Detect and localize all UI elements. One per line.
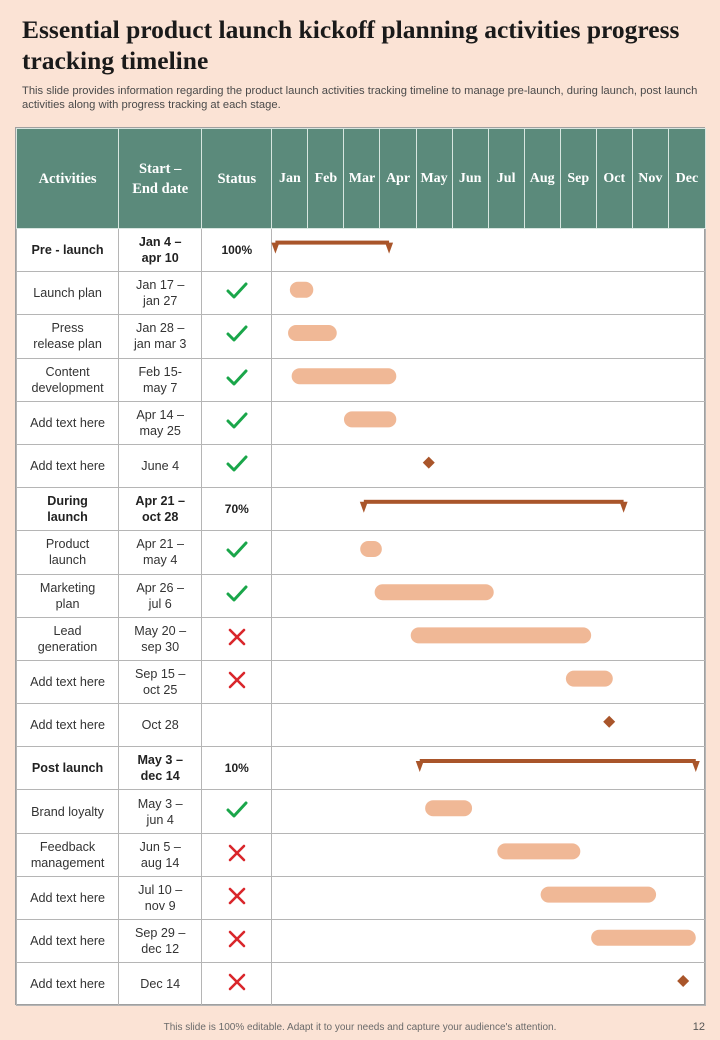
phase-row <box>17 229 706 272</box>
table-row <box>17 660 706 703</box>
activity-cell: Content development <box>17 358 119 401</box>
table-row <box>17 444 706 487</box>
timeline-body <box>17 229 706 1006</box>
page-subtitle: This slide provides information regarding the product launch activities tracking timeline to manage pre-launch, during launch, post launch activities along with progress tracking at each stage. <box>22 85 698 111</box>
table-row <box>17 963 706 1006</box>
dates-cell: Oct 28 <box>119 704 202 747</box>
dates-cell: Sep 15 – oct 25 <box>119 660 202 703</box>
status-cell <box>202 963 272 1006</box>
activity-cell: Add text here <box>17 401 119 444</box>
cross-icon <box>227 670 247 694</box>
activity-cell: Lead generation <box>17 617 119 660</box>
dates-cell: Jan 4 – apr 10 <box>119 229 202 272</box>
phase-row <box>17 488 706 531</box>
gantt-cell <box>272 963 706 1006</box>
activity-cell: Add text here <box>17 963 119 1006</box>
activity-cell: Product launch <box>17 531 119 574</box>
status-cell: 10% <box>202 747 272 790</box>
table-row <box>17 358 706 401</box>
activity-cell: Post launch <box>17 747 119 790</box>
header-month-mar: Mar <box>344 129 380 229</box>
activity-cell: Press release plan <box>17 315 119 358</box>
table-row <box>17 920 706 963</box>
check-icon <box>226 368 248 392</box>
timeline-table <box>16 128 706 1006</box>
table-row <box>17 833 706 876</box>
activity-cell: Add text here <box>17 444 119 487</box>
table-row <box>17 704 706 747</box>
gantt-cell <box>272 272 706 315</box>
table-row <box>17 876 706 919</box>
check-icon <box>226 281 248 305</box>
header-row <box>17 129 706 229</box>
activity-cell: Marketing plan <box>17 574 119 617</box>
cross-icon <box>227 886 247 910</box>
status-cell: 100% <box>202 229 272 272</box>
check-icon <box>226 800 248 824</box>
activity-cell: Launch plan <box>17 272 119 315</box>
cross-icon <box>227 929 247 953</box>
cross-icon <box>227 972 247 996</box>
check-icon <box>226 324 248 348</box>
dates-cell: Jul 10 – nov 9 <box>119 876 202 919</box>
header-month-may: May <box>416 129 452 229</box>
dates-cell: Jan 28 – jan mar 3 <box>119 315 202 358</box>
gantt-cell <box>272 315 706 358</box>
status-cell <box>202 660 272 703</box>
dates-cell: Apr 26 – jul 6 <box>119 574 202 617</box>
gantt-cell <box>272 876 706 919</box>
dates-cell: Sep 29 – dec 12 <box>119 920 202 963</box>
status-cell <box>202 704 272 747</box>
dates-cell: Dec 14 <box>119 963 202 1006</box>
gantt-cell <box>272 229 706 272</box>
header-status: Status <box>202 129 272 229</box>
header-month-apr: Apr <box>380 129 416 229</box>
gantt-cell <box>272 920 706 963</box>
footer-note: This slide is 100% editable. Adapt it to your needs and capture your audience's attention. <box>163 1022 557 1033</box>
header-month-oct: Oct <box>596 129 632 229</box>
activity-cell: During launch <box>17 488 119 531</box>
header-month-aug: Aug <box>524 129 560 229</box>
gantt-cell <box>272 574 706 617</box>
status-cell <box>202 315 272 358</box>
gantt-cell <box>272 833 706 876</box>
status-cell <box>202 574 272 617</box>
check-icon <box>226 540 248 564</box>
activity-cell: Add text here <box>17 704 119 747</box>
phase-row <box>17 747 706 790</box>
dates-cell: May 20 – sep 30 <box>119 617 202 660</box>
status-cell <box>202 833 272 876</box>
dates-cell: Jan 17 – jan 27 <box>119 272 202 315</box>
gantt-cell <box>272 747 706 790</box>
dates-cell: June 4 <box>119 444 202 487</box>
header-month-sep: Sep <box>560 129 596 229</box>
status-cell <box>202 401 272 444</box>
gantt-cell <box>272 358 706 401</box>
header-month-feb: Feb <box>308 129 344 229</box>
activity-cell: Brand loyalty <box>17 790 119 833</box>
status-cell: 70% <box>202 488 272 531</box>
activity-cell: Add text here <box>17 660 119 703</box>
activity-cell: Add text here <box>17 876 119 919</box>
page-title: Essential product launch kickoff planning activities progress tracking timeline <box>22 15 680 75</box>
table-row <box>17 574 706 617</box>
header-month-jul: Jul <box>488 129 524 229</box>
check-icon <box>226 411 248 435</box>
header-activities: Activities <box>17 129 119 229</box>
table-row <box>17 531 706 574</box>
header-dates: Start – End date <box>119 129 202 229</box>
status-cell <box>202 358 272 401</box>
gantt-cell <box>272 401 706 444</box>
status-cell <box>202 444 272 487</box>
gantt-cell <box>272 488 706 531</box>
header-month-jun: Jun <box>452 129 488 229</box>
table-row <box>17 617 706 660</box>
activity-cell: Feedback management <box>17 833 119 876</box>
dates-cell: Jun 5 – aug 14 <box>119 833 202 876</box>
header-month-jan: Jan <box>272 129 308 229</box>
dates-cell: Apr 21 – oct 28 <box>119 488 202 531</box>
dates-cell: Apr 21 – may 4 <box>119 531 202 574</box>
gantt-cell <box>272 531 706 574</box>
status-cell <box>202 272 272 315</box>
cross-icon <box>227 843 247 867</box>
timeline-table-container <box>15 127 705 1005</box>
status-cell <box>202 876 272 919</box>
header-month-nov: Nov <box>632 129 668 229</box>
dates-cell: Feb 15- may 7 <box>119 358 202 401</box>
status-cell <box>202 920 272 963</box>
table-row <box>17 401 706 444</box>
check-icon <box>226 584 248 608</box>
table-row <box>17 315 706 358</box>
activity-cell: Pre - launch <box>17 229 119 272</box>
cross-icon <box>227 627 247 651</box>
header-month-dec: Dec <box>668 129 705 229</box>
gantt-cell <box>272 704 706 747</box>
status-cell <box>202 531 272 574</box>
gantt-cell <box>272 617 706 660</box>
dates-cell: May 3 – dec 14 <box>119 747 202 790</box>
dates-cell: May 3 – jun 4 <box>119 790 202 833</box>
gantt-cell <box>272 660 706 703</box>
activity-cell: Add text here <box>17 920 119 963</box>
gantt-cell <box>272 444 706 487</box>
table-row <box>17 272 706 315</box>
table-row <box>17 790 706 833</box>
page-number: 12 <box>692 1021 705 1033</box>
dates-cell: Apr 14 – may 25 <box>119 401 202 444</box>
status-cell <box>202 617 272 660</box>
gantt-cell <box>272 790 706 833</box>
status-cell <box>202 790 272 833</box>
check-icon <box>226 454 248 478</box>
